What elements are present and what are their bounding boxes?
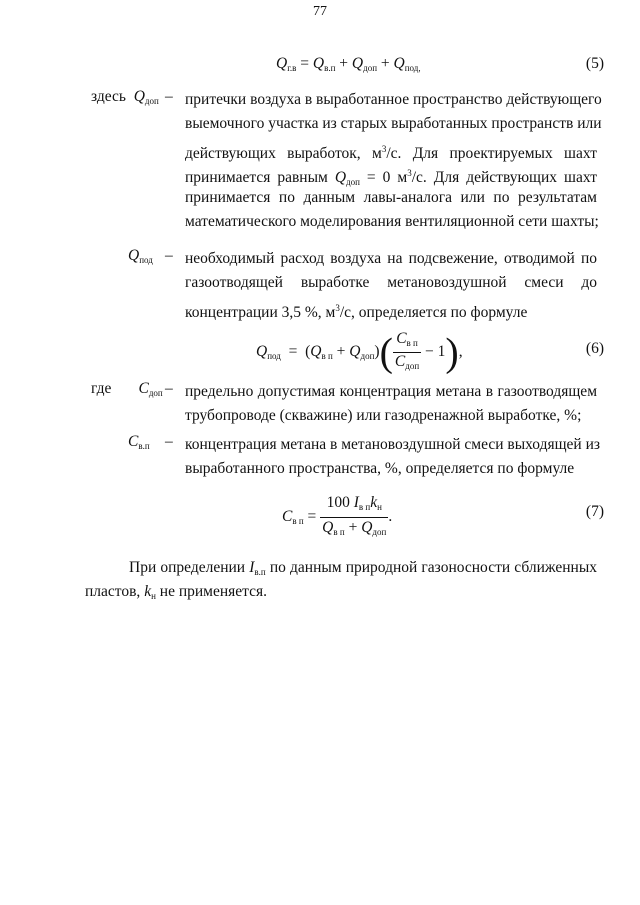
period: . [388, 508, 393, 526]
var-c: C [128, 433, 139, 450]
var-c: C [396, 330, 407, 347]
equation-number-5: (5) [585, 55, 604, 72]
var-q: Q [351, 55, 364, 72]
subscript: под, [404, 63, 421, 73]
subscript: доп [346, 177, 360, 188]
subscript: доп [144, 96, 159, 106]
text-fragment: не применяется. [159, 583, 268, 601]
text-fragment: /с. Для действующих шахт [411, 169, 597, 187]
text-line: выработанного пространства, %, определяется по формуле [185, 460, 575, 478]
definition-dash: – [165, 380, 173, 397]
text-fragment: действующих выработок, м [185, 144, 382, 162]
fraction-denominator [393, 352, 421, 375]
fraction-numerator [320, 493, 388, 517]
definition-label-cdop [91, 380, 163, 398]
formula-7 [282, 493, 392, 537]
subscript: в.п [254, 567, 266, 577]
text-line [185, 161, 597, 188]
page-number: 77 [313, 4, 327, 19]
subscript: под [267, 351, 281, 362]
text-line [185, 296, 597, 320]
definition-text-cvp [185, 433, 601, 482]
equals-sign: = [288, 343, 298, 361]
var-c: C [282, 508, 293, 526]
plus-sign: + [339, 55, 349, 72]
text-line: необходимый расход воздуха на подсвежение, отводимой по [185, 250, 597, 267]
var-c: C [394, 353, 406, 370]
var-q: Q [312, 55, 325, 72]
definition-dash: – [165, 88, 173, 105]
text-line: принимается по данным лавы-аналога или по результатам [185, 188, 597, 206]
var-q: Q [393, 55, 405, 72]
text-line: математического моделирования вентиляционной сети шахты; [185, 212, 599, 230]
subscript: в п [321, 351, 333, 362]
text-line [105, 556, 597, 580]
final-paragraph [85, 556, 597, 605]
var-i: I [249, 559, 255, 576]
subscript: доп [148, 388, 163, 398]
subscript: в.п [324, 63, 336, 73]
var-c: C [138, 380, 149, 397]
text-line: газоотводящей выработке метановоздушной смеси до [185, 274, 597, 292]
var-q: Q [310, 343, 322, 361]
close-paren: ) [374, 343, 380, 361]
var-q: Q [133, 88, 145, 105]
subscript: доп [372, 527, 387, 537]
subscript: доп [405, 361, 420, 371]
text-line: выемочного участка из старых выработанных пространств или [185, 115, 602, 133]
subscript: в п [358, 502, 371, 512]
var-q: Q [334, 169, 347, 187]
subscript: под [139, 255, 153, 265]
definition-dash: – [165, 247, 173, 264]
subscript: в п [333, 527, 345, 537]
text-fragment: по данным природной газоносности сближенных [269, 559, 597, 576]
subscript: в п [406, 338, 418, 348]
definition-dash: – [165, 433, 173, 450]
text-fragment: /с, определяется по формуле [339, 303, 528, 321]
text-line [85, 580, 597, 604]
open-paren: ( [305, 343, 311, 361]
definition-text-qpod [185, 247, 597, 320]
var-k: k [144, 583, 152, 601]
equation-number-7: (7) [585, 503, 604, 520]
formula-6 [256, 329, 463, 375]
var-k: k [370, 494, 378, 511]
fraction-numerator [393, 330, 421, 352]
text-line: трубопроводе (скважине) или газодренажной выработке, %; [185, 407, 582, 425]
subscript: н [377, 502, 382, 512]
subscript: в п [292, 516, 304, 527]
text-fragment: = 0 м [359, 169, 408, 187]
equals-sign: = [300, 55, 310, 72]
definition-label-cvp [128, 433, 150, 451]
subscript: г.в [287, 63, 297, 73]
equals-sign: = [307, 508, 317, 526]
coefficient: 100 [326, 494, 350, 511]
subscript: доп [363, 63, 378, 73]
definition-label-qdop [91, 88, 159, 106]
var-q: Q [276, 55, 288, 72]
plus-sign: + [336, 343, 346, 361]
var-q: Q [128, 247, 140, 264]
big-open-paren: ( [379, 329, 393, 375]
formula-5 [276, 55, 421, 73]
equation-number-6: (6) [585, 340, 604, 357]
var-i: I [353, 494, 359, 511]
subscript: доп [360, 351, 375, 362]
subscript: в.п [138, 441, 150, 451]
subscript: н [151, 591, 156, 602]
text-fragment: пластов, [85, 583, 141, 601]
superscript: 3 [407, 168, 412, 179]
plus-sign: + [380, 55, 390, 72]
plus-sign: + [348, 519, 358, 536]
definition-text-qdop [185, 88, 602, 234]
comma: , [458, 343, 463, 361]
var-q: Q [361, 519, 373, 536]
big-close-paren: ) [445, 329, 459, 375]
text-fragment: принимается равным [185, 169, 328, 187]
text-fragment: При определении [129, 559, 246, 576]
definition-text-cdop [185, 380, 597, 429]
fraction-denominator [320, 517, 388, 542]
minus-one: − 1 [425, 343, 446, 361]
fraction [320, 493, 388, 542]
var-q: Q [349, 343, 361, 361]
text-line: концентрация метана в метановоздушной смеси выходящей из [185, 436, 601, 453]
text-fragment: концентрации 3,5 %, м [185, 303, 336, 321]
label-prefix: где [91, 380, 112, 397]
text-line: предельно допустимая концентрация метана в газоотводящем [185, 383, 597, 400]
text-line [185, 137, 597, 161]
text-fragment: /с. Для проектируемых шахт [386, 144, 598, 162]
text-line: притечки воздуха в выработанное пространство действующего [185, 91, 602, 108]
definition-label-qpod [128, 247, 153, 265]
superscript: 3 [335, 302, 340, 313]
fraction [393, 330, 421, 375]
var-q: Q [322, 519, 334, 536]
label-prefix: здесь [91, 88, 126, 105]
var-q: Q [256, 343, 268, 361]
superscript: 3 [381, 143, 387, 154]
